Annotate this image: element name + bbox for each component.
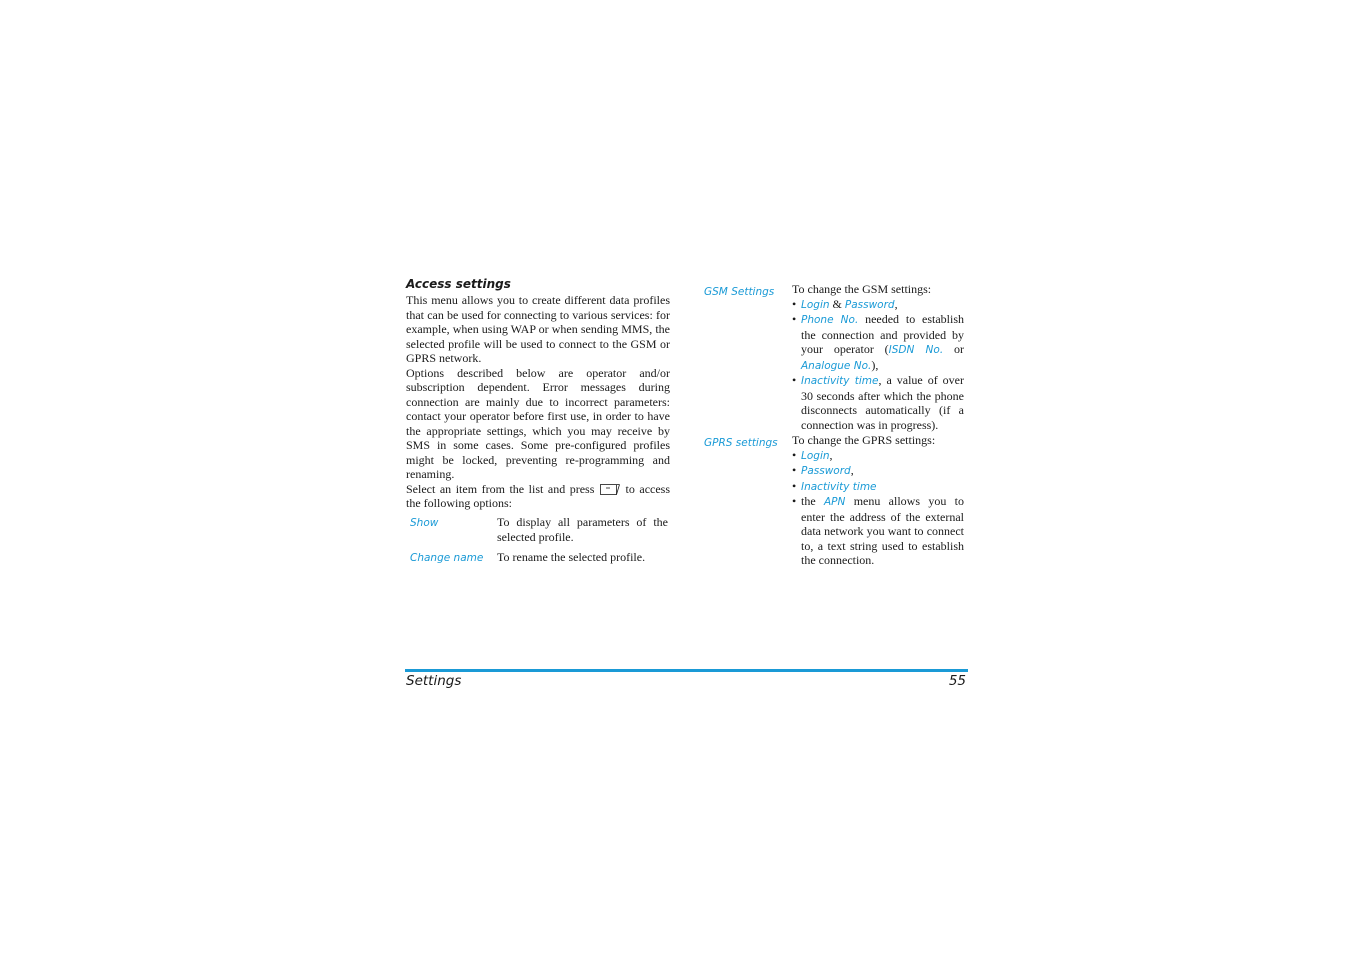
punct: ,: [829, 447, 833, 462]
phone-no-term: Phone No.: [801, 314, 859, 326]
password-term: Password: [844, 298, 895, 311]
password-term: Password: [801, 465, 851, 477]
access-options-text: to access the following options:: [406, 481, 671, 510]
gsm-settings-body: [792, 282, 964, 432]
login-term: Login: [801, 298, 830, 311]
list-item: • Password,: [792, 463, 854, 477]
apn-term: APN: [824, 496, 846, 508]
option-description: To rename the selected profile.: [497, 550, 646, 564]
punct: ),: [871, 357, 879, 372]
list-item: • the APN menu allows you to enter the address of the external data network you want to connect to, a text string used to establish the connection.: [792, 494, 964, 567]
list-item: • Login,: [792, 447, 833, 462]
operator-note-paragraph: Options described below are operator and/or subscription dependent. Error messages during connection are mainly due to incorrect parameters: contact your operator before first use, in order to have the appropriate settings, which you may receive by SMS in some cases. Some pre-configured profiles might be locked, preventing re-programming and renaming.: [406, 365, 670, 481]
list-item: • Inactivity time: [792, 478, 877, 493]
isdn-term: ISDN No.: [888, 344, 944, 356]
gprs-settings-body: [792, 433, 964, 568]
analogue-term: Analogue No.: [801, 359, 872, 372]
footer-divider: [405, 669, 968, 672]
amp-text: &: [829, 296, 845, 311]
list-item: • Phone No. needed to establish the connection and provided by your operator (ISDN No. or Analogue No.),: [792, 312, 964, 372]
phone-no-text: needed to establish the connection and provided by your operator (: [801, 312, 964, 356]
section-heading: Access settings: [406, 277, 511, 291]
intro-paragraph: This menu allows you to create different data profiles that can be used for connecting to various services: for example, when using WAP or when sending MMS, the selected profile will be used to connect to the GSM or GPRS network.: [406, 293, 670, 365]
the-text: the: [801, 494, 824, 508]
select-item-text: Select an item from the list and press: [406, 481, 595, 496]
option-description: To display all parameters of the selected profile.: [497, 515, 668, 544]
gprs-settings-label: GPRS settings: [704, 437, 778, 449]
gsm-list: [792, 297, 964, 433]
softkey-left-icon: [600, 484, 620, 495]
punct: ,: [850, 463, 854, 477]
inactivity-term: Inactivity time: [801, 375, 879, 387]
list-item: • Inactivity time, a value of over 30 seconds after which the phone disconnects automatically (if a connection was in progress).: [792, 373, 964, 432]
footer-title: Settings: [406, 673, 462, 689]
page-number: 55: [948, 673, 966, 689]
or-text: or: [943, 342, 964, 356]
gsm-intro: To change the GSM settings:: [792, 282, 932, 296]
option-name: Show: [410, 517, 439, 529]
punct: ,: [894, 296, 898, 311]
inactivity-term: Inactivity time: [801, 480, 877, 493]
apn-text: menu allows you to enter the address of the external data network you want to connect to, a text string used to establish the connection.: [801, 494, 964, 567]
gprs-intro: To change the GPRS settings:: [792, 433, 936, 447]
select-item-paragraph: [406, 482, 670, 511]
list-item: • Login & Password,: [792, 296, 898, 311]
inactivity-text: , a value of over 30 seconds after which the phone disconnects automatically (if a connection was in progress).: [801, 373, 964, 432]
option-name: Change name: [410, 552, 484, 564]
login-term: Login: [801, 449, 830, 462]
gprs-list: [792, 448, 964, 568]
access-settings-section: [406, 277, 670, 511]
gsm-settings-label: GSM Settings: [704, 286, 775, 298]
